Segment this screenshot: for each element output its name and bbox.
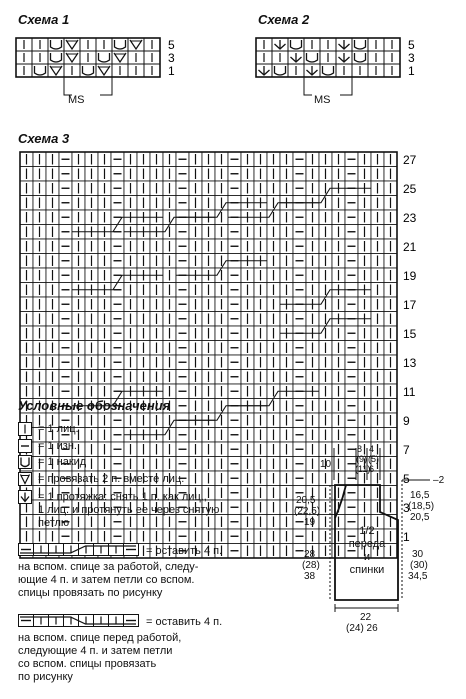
row-number: 13 xyxy=(403,356,417,370)
garment-label-2: и xyxy=(363,551,371,563)
dim-right-lower-0: 30 xyxy=(412,549,424,560)
cable1-text xyxy=(18,561,198,600)
cable2-line: на вспом. спице перед работой, xyxy=(18,632,182,644)
cable2-line: со вспом. спицы провязать xyxy=(18,658,157,670)
dim-right-dash: –2 xyxy=(433,475,445,486)
row-number: 19 xyxy=(403,269,417,283)
scheme1-chart xyxy=(14,36,182,116)
dim-left-upper-0: 20,5 xyxy=(296,495,316,506)
dim-left-lower-1: (28) xyxy=(302,560,320,571)
row-number: 5 xyxy=(408,38,415,52)
garment-schematic xyxy=(290,440,466,640)
dim-bottom-1: (24) 26 xyxy=(346,623,378,634)
dim-left-upper-1: (22,5) xyxy=(294,506,321,517)
legend-text-line: 1 лиц. и протянуть ее через снятую xyxy=(38,504,220,516)
dim-right-upper-0: 16,5 xyxy=(410,490,430,501)
dim-neck-a-1: (9) xyxy=(356,454,367,464)
scheme2-ms-label: MS xyxy=(314,94,331,106)
legend-symbol-box xyxy=(18,490,32,504)
cable1-line: спицы провязать по рисунку xyxy=(18,587,163,599)
cable1-line: на вспом. спице за работой, следу- xyxy=(18,561,199,573)
legend-text: = 1 накид xyxy=(38,456,87,468)
dim-right-upper-1: (18,5) xyxy=(408,501,435,512)
neck-curve xyxy=(335,485,346,518)
legend-text: = провязать 2 п. вместе лиц. xyxy=(38,473,185,485)
cable2-text xyxy=(18,632,181,684)
dim-neck-a-2: (11) xyxy=(355,464,371,474)
dim-neck-a-0: 8 xyxy=(357,444,363,454)
dim-right-lower-1: (30) xyxy=(410,560,428,571)
garment-label-3: спинки xyxy=(349,564,385,576)
row-number: 7 xyxy=(403,443,410,457)
dim-top-left: 10 xyxy=(320,459,332,470)
dim-left-lower-2: 38 xyxy=(304,571,316,582)
row-number: 11 xyxy=(403,385,416,399)
cable1-line: ющие 4 п. и затем петли со вспом. xyxy=(18,574,195,586)
row-number: 3 xyxy=(168,51,175,65)
legend-text: = 1 лиц. xyxy=(38,423,79,435)
dim-left-lower-0: 28 xyxy=(304,549,316,560)
legend-title: Условные обозначения xyxy=(18,398,171,413)
row-number: 1 xyxy=(408,64,415,78)
row-number: 27 xyxy=(403,153,417,167)
dim-neck-b-0: 4 xyxy=(369,444,375,454)
row-number: 9 xyxy=(403,414,410,428)
dim-right-upper-2: 20,5 xyxy=(410,512,430,523)
cable2-line: следующие 4 п. и затем петли xyxy=(18,645,173,657)
row-number: 1 xyxy=(168,64,175,78)
cable1-eq: = оставить 4 п. xyxy=(146,545,223,557)
cable2-symbol xyxy=(18,614,146,628)
row-number: 1 xyxy=(403,530,410,544)
legend-text-line: петлю xyxy=(38,517,70,529)
scheme2-title: Схема 2 xyxy=(258,12,310,27)
cable1-symbol xyxy=(18,543,146,557)
cable2-eq: = оставить 4 п. xyxy=(146,616,223,628)
cable2-line: по рисунку xyxy=(18,671,73,683)
row-number: 21 xyxy=(403,240,417,254)
scheme3-title: Схема 3 xyxy=(18,131,70,146)
row-number: 3 xyxy=(403,501,410,515)
scheme1-title: Схема 1 xyxy=(18,12,70,27)
legend-symbol-box xyxy=(18,472,32,486)
garment-label-0: 1/2 xyxy=(359,525,375,537)
ms-bracket xyxy=(304,77,352,95)
row-number: 25 xyxy=(403,182,417,196)
legend-symbol-box xyxy=(18,455,32,469)
scheme2-chart xyxy=(254,36,422,116)
dim-left-upper-2: 19 xyxy=(304,517,316,528)
dim-bottom-0: 22 xyxy=(360,612,372,623)
row-number: 23 xyxy=(403,211,417,225)
row-number: 17 xyxy=(403,298,417,312)
legend-text-line: = 1 протяжка: снять 1 п. как лиц., xyxy=(38,491,207,503)
dim-neck-b-1: (5) xyxy=(368,454,379,464)
ms-bracket xyxy=(64,77,112,95)
dim-neck-b-2: 6 xyxy=(369,464,375,474)
row-number: 3 xyxy=(408,51,415,65)
garment-label-1: переда xyxy=(348,538,386,550)
dim-right-lower-2: 34,5 xyxy=(408,571,428,582)
scheme1-ms-label: MS xyxy=(68,94,85,106)
legend-symbol-box xyxy=(18,422,32,436)
legend-text: = 1 изн. xyxy=(38,440,77,452)
row-number: 5 xyxy=(168,38,175,52)
row-number: 15 xyxy=(403,327,417,341)
row-number: 5 xyxy=(403,472,410,486)
legend-symbol-box xyxy=(18,439,32,453)
